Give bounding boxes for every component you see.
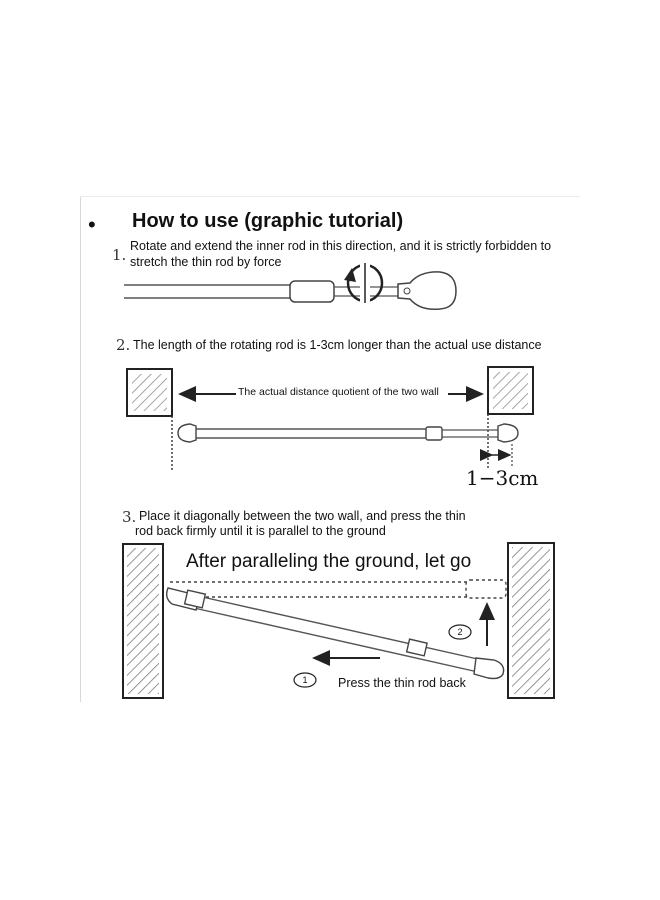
- bullet-point: •: [88, 212, 96, 237]
- distance-diagram: [127, 367, 533, 470]
- step-1-text-line-1: Rotate and extend the inner rod in this direction, and it is strictly forbidden to: [130, 239, 552, 253]
- rod-right-cap: [498, 424, 518, 442]
- step-3-text-line-1: Place it diagonally between the two wall, and press the thin: [139, 509, 466, 523]
- step-1-text-line-2: stretch the thin rod by force: [130, 255, 282, 269]
- step-1-number: 1.: [112, 246, 127, 264]
- step-marker-2: 2: [457, 627, 463, 637]
- step-2-text: The length of the rotating rod is 1-3cm longer than the actual use distance: [133, 338, 542, 352]
- rod-left-cap: [178, 424, 196, 442]
- rod-sleeve: [426, 427, 442, 440]
- step-3-text-line-2: rod back firmly until it is parallel to the ground: [135, 524, 386, 538]
- step-3-number: 3.: [122, 508, 137, 526]
- diagonal-rod-right-cap: [474, 658, 504, 679]
- size-range-label: 1−3cm: [466, 466, 539, 490]
- paralleling-label: After paralleling the ground, let go: [186, 551, 472, 572]
- rod-rotation-diagram: [124, 262, 456, 309]
- press-label: Press the thin rod back: [338, 676, 466, 690]
- step-marker-1: 1: [302, 675, 308, 685]
- tutorial-title: How to use (graphic tutorial): [132, 210, 404, 232]
- distance-label: The actual distance quotient of the two wall: [238, 386, 439, 398]
- rod-joint-sleeve: [290, 281, 334, 302]
- step-2-number: 2.: [116, 336, 131, 354]
